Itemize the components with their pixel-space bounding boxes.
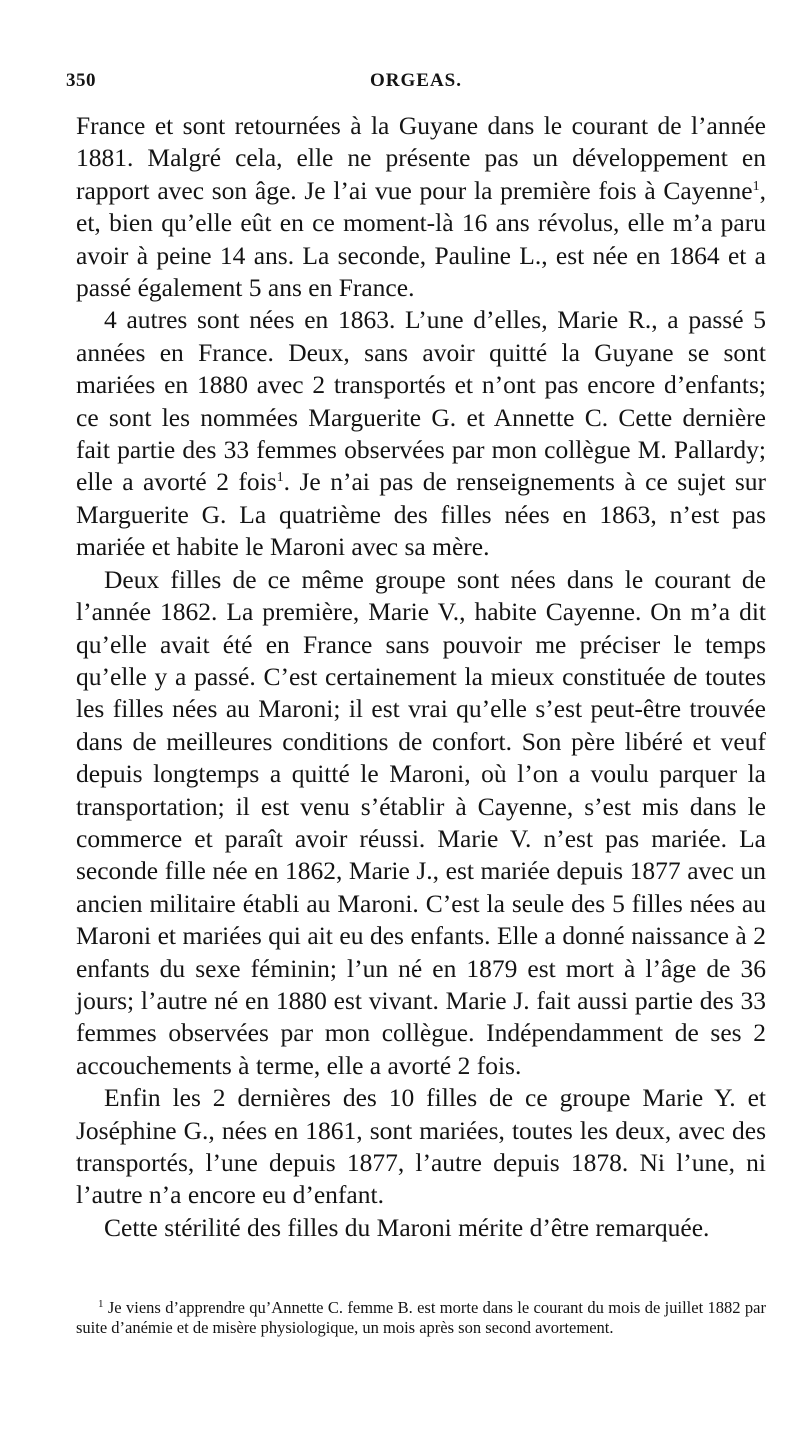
footnote-reference: 1 [752,178,760,194]
paragraph-text: France et sont retournées à la Guyane dans le courant de l’année 1881. Malgré cela, elle ne présente pas un développement en rapport avec son âge. Je l’ai vue pour la première fois à Cayenne [76,111,766,205]
paragraph-2 [76,304,766,563]
footnote-reference: 1 [276,470,284,486]
footnote-text: Je viens d’apprendre qu’Annette C. femme B. est morte dans le courant du mois de juillet 1882 par suite d’anémie et de misère physiologique, un mois après son second avortement. [76,1298,766,1337]
paragraph-1 [76,110,766,304]
paragraph-text: 4 autres sont nées en 1863. L’une d’elles, Marie R., a passé 5 années en France. Deux, sans avoir quitté la Guyane se sont mariées en 1880 avec 2 transportés et n’ont pas encore d’enfants; ce sont les nommées Marguerite G. et Annette C. Cette dernière fait partie des 33 femmes observées par mon collègue M. Pallardy; elle a avorté 2 fois [76,305,766,497]
paragraph-3 [76,564,766,1083]
footnote [76,1298,766,1338]
paragraph-5 [76,1212,766,1244]
page-number: 350 [66,70,96,91]
paragraph-text-continued: . Je n’ai pas de renseignements à ce sujet sur Marguerite G. La quatrième des filles nées en 1863, n’est pas mariée et habite le Maroni avec sa mère. [76,467,766,562]
footnote-marker: 1 [98,1298,104,1310]
running-title: ORGEAS. [370,70,462,91]
paragraph-4 [76,1082,766,1212]
body-text [76,110,766,1244]
paragraph-text: Deux filles de ce même groupe sont nées dans le courant de l’année 1862. La première, Marie V., habite Cayenne. On m’a dit qu’elle avait été en France sans pouvoir me préciser le temps qu’elle y a passé. C’est certainement la mieux constituée de toutes les filles nées au Maroni; il est vrai qu’elle s’est peut-être trouvée dans de meilleures conditions de confort. Son père libéré et veuf depuis longtemps a quitté le Maroni, où l’on a voulu parquer la transportation; il est venu s’établir à Cayenne, s’est mis dans le commerce et paraît avoir réussi. Marie V. n’est pas mariée. La seconde fille née en 1862, Marie J., est mariée depuis 1877 avec un ancien militaire établi au Maroni. C’est la seule des 5 filles nées au Maroni et mariées qui ait eu des enfants. Elle a donné naissance à 2 enfants du sexe féminin; l’un né en 1879 est mort à l’âge de 36 jours; l’autre né en 1880 est vivant. Marie J. fait aussi partie des 33 femmes observées par mon collègue. Indépendamment de ses 2 accouchements à terme, elle a avorté 2 fois. [76,564,766,1080]
footnotes [76,1298,766,1338]
paragraph-text-continued: , et, bien qu’elle eût en ce moment-là 16 ans révolus, elle m’a paru avoir à peine 14 ans. La seconde, Pauline L., est née en 1864 et a passé également 5 ans en France. [76,175,766,303]
paragraph-text: Enfin les 2 dernières des 10 filles de ce groupe Marie Y. et Joséphine G., nées en 1861, sont mariées, toutes les deux, avec des transportés, l’une depuis 1877, l’autre depuis 1878. Ni l’une, ni l’autre n’a encore eu d’enfant. [76,1083,766,1210]
running-head [66,70,766,100]
paragraph-text: Cette stérilité des filles du Maroni mérite d’être remarquée. [104,1212,710,1242]
